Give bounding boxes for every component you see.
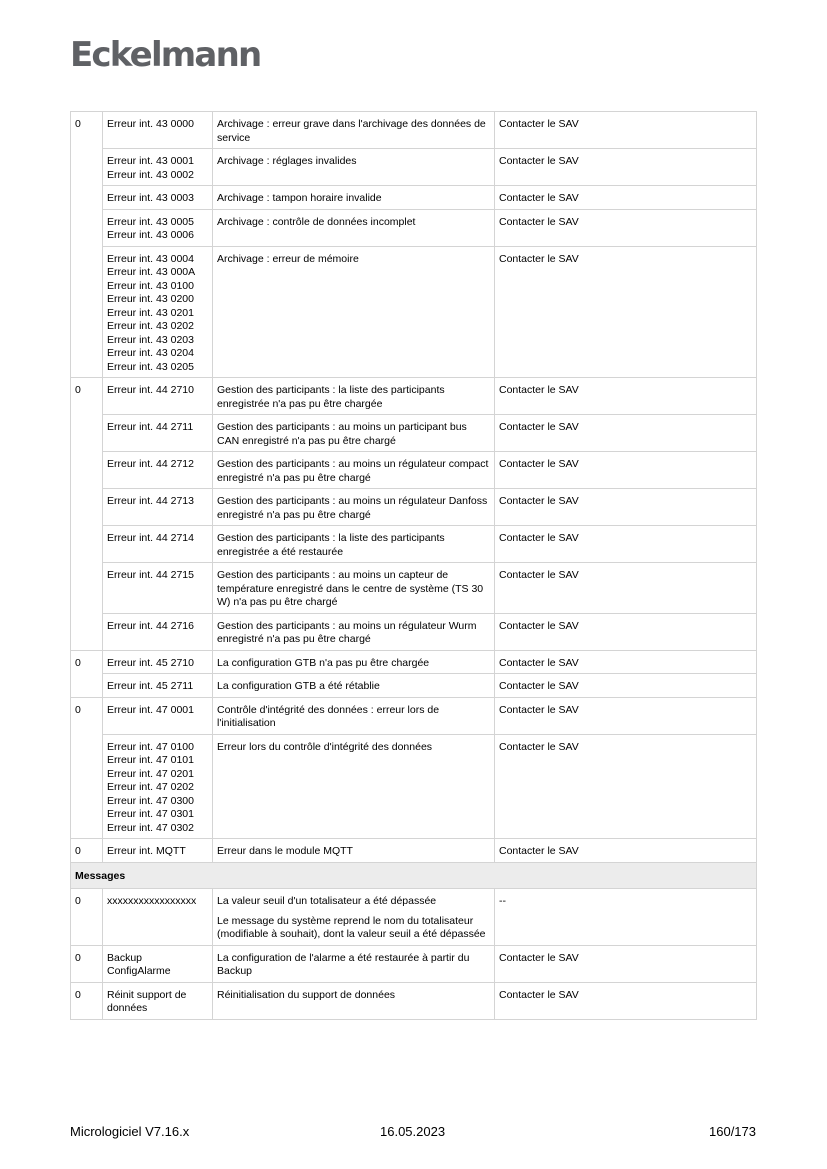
priority-cell: 0	[71, 697, 103, 734]
description-text: Gestion des participants : au moins un régulateur Danfoss enregistré n'a pas pu être chargé	[217, 495, 488, 521]
description-cell	[213, 945, 495, 982]
error-code-cell	[103, 209, 213, 246]
priority-cell	[71, 563, 103, 614]
table-row	[71, 186, 757, 210]
action-cell: --	[495, 889, 757, 946]
error-code: Erreur int. 43 0200	[107, 293, 194, 305]
description-text: Gestion des participants : au moins un régulateur Wurm enregistré n'a pas pu être chargé	[217, 619, 477, 645]
description-cell	[213, 112, 495, 149]
description-cell	[213, 415, 495, 452]
section-row-messages	[71, 862, 757, 889]
priority-cell	[71, 526, 103, 563]
description-cell	[213, 378, 495, 415]
action-cell: Contacter le SAV	[495, 674, 757, 698]
priority-cell: 0	[71, 650, 103, 674]
description-cell	[213, 563, 495, 614]
description-cell	[213, 489, 495, 526]
error-code: Erreur int. 43 0204	[107, 347, 194, 359]
error-code: Erreur int. 45 2710	[107, 656, 194, 669]
action-cell: Contacter le SAV	[495, 982, 757, 1019]
table-row	[71, 378, 757, 415]
footer-date: 16.05.2023	[380, 1124, 446, 1139]
error-code: Erreur int. 43 0003	[107, 192, 194, 204]
table-row	[71, 149, 757, 186]
footer-firmware-version: Micrologiciel V7.16.x	[70, 1124, 190, 1139]
description-text: Archivage : tampon horaire invalide	[217, 192, 382, 204]
error-code: Erreur int. 47 0001	[107, 703, 194, 716]
error-code-cell	[103, 186, 213, 210]
table-row	[71, 415, 757, 452]
error-code: Erreur int. 47 0101	[107, 754, 194, 766]
error-code: Erreur int. 43 0203	[107, 333, 194, 346]
table-row	[71, 526, 757, 563]
description-cell	[213, 209, 495, 246]
table-row	[71, 839, 757, 863]
action-cell: Contacter le SAV	[495, 415, 757, 452]
error-code: Erreur int. 44 2714	[107, 532, 194, 544]
description-text: Erreur dans le module MQTT	[217, 845, 353, 857]
action-cell: Contacter le SAV	[495, 378, 757, 415]
priority-cell: 0	[71, 839, 103, 863]
priority-cell	[71, 209, 103, 246]
table-row	[71, 246, 757, 378]
error-code-cell	[103, 613, 213, 650]
action-cell: Contacter le SAV	[495, 613, 757, 650]
priority-cell	[71, 452, 103, 489]
description-text: Archivage : erreur grave dans l'archivage des données de service	[217, 118, 486, 144]
description-text: La configuration GTB a été rétablie	[217, 680, 380, 692]
error-code-cell	[103, 839, 213, 863]
section-title: Messages	[71, 862, 757, 889]
error-code: Erreur int. 43 0001	[107, 155, 194, 167]
error-code-cell	[103, 650, 213, 674]
priority-cell	[71, 489, 103, 526]
description-cell	[213, 697, 495, 734]
error-code: Erreur int. 44 2712	[107, 458, 194, 470]
table-row	[71, 697, 757, 734]
error-code: Erreur int. 43 0002	[107, 168, 194, 181]
action-cell: Contacter le SAV	[495, 149, 757, 186]
description-text: Archivage : erreur de mémoire	[217, 252, 359, 265]
priority-cell: 0	[71, 378, 103, 415]
description-text: Erreur lors du contrôle d'intégrité des données	[217, 740, 433, 753]
table-row	[71, 982, 757, 1019]
error-code-cell	[103, 149, 213, 186]
error-code-cell	[103, 945, 213, 982]
description-text: La valeur seuil d'un totalisateur a été dépassée	[217, 895, 437, 907]
action-cell: Contacter le SAV	[495, 246, 757, 378]
description-text: Gestion des participants : la liste des participants enregistrée n'a pas pu être chargée	[217, 384, 445, 410]
table-row	[71, 734, 757, 839]
table-row	[71, 452, 757, 489]
priority-cell	[71, 246, 103, 378]
error-code: Erreur int. 47 0201	[107, 767, 194, 780]
error-code-cell	[103, 452, 213, 489]
description-text: Contrôle d'intégrité des données : erreur lors de l'initialisation	[217, 703, 440, 729]
error-code-cell	[103, 112, 213, 149]
priority-cell: 0	[71, 112, 103, 149]
description-cell	[213, 839, 495, 863]
error-code: Erreur int. MQTT	[107, 845, 186, 857]
error-code: Erreur int. 44 2716	[107, 619, 194, 632]
error-code: Erreur int. 43 0205	[107, 360, 194, 373]
description-cell	[213, 674, 495, 698]
description-text: Gestion des participants : au moins un participant bus CAN enregistré n'a pas pu être chargé	[217, 421, 467, 447]
error-code-cell	[103, 526, 213, 563]
error-code-cell	[103, 415, 213, 452]
error-code-cell	[103, 674, 213, 698]
priority-cell	[71, 186, 103, 210]
description-cell	[213, 889, 495, 946]
table-row	[71, 489, 757, 526]
table-row	[71, 209, 757, 246]
description-text: Archivage : contrôle de données incomplet	[217, 215, 416, 228]
priority-cell	[71, 674, 103, 698]
error-code: Réinit support de données	[107, 988, 187, 1014]
error-code: Erreur int. 43 0202	[107, 320, 194, 332]
action-cell: Contacter le SAV	[495, 186, 757, 210]
priority-cell	[71, 415, 103, 452]
error-code-cell	[103, 982, 213, 1019]
error-code-cell	[103, 489, 213, 526]
action-cell: Contacter le SAV	[495, 489, 757, 526]
description-text: Gestion des participants : au moins un régulateur compact enregistré n'a pas pu être chargé	[217, 458, 489, 484]
table-row	[71, 112, 757, 149]
description-text: La configuration GTB n'a pas pu être chargée	[217, 656, 430, 669]
error-code: Erreur int. 43 0000	[107, 118, 194, 130]
priority-cell	[71, 613, 103, 650]
description-cell	[213, 650, 495, 674]
table-row	[71, 674, 757, 698]
description-text: La configuration de l'alarme a été restaurée à partir du Backup	[217, 951, 470, 977]
table-row	[71, 563, 757, 614]
error-code: Erreur int. 47 0202	[107, 781, 194, 793]
priority-cell: 0	[71, 889, 103, 946]
error-code: Erreur int. 47 0300	[107, 794, 194, 807]
error-code: Erreur int. 44 2710	[107, 384, 194, 396]
description-cell	[213, 613, 495, 650]
error-rows	[71, 112, 757, 863]
error-code-cell	[103, 697, 213, 734]
error-code: Erreur int. 43 000A	[107, 266, 196, 278]
description-text: Archivage : réglages invalides	[217, 155, 357, 167]
company-logo: Eckelmann	[70, 35, 261, 75]
error-code: Backup ConfigAlarme	[107, 951, 171, 977]
error-code: Erreur int. 47 0100	[107, 740, 194, 753]
action-cell: Contacter le SAV	[495, 452, 757, 489]
error-code: Erreur int. 47 0302	[107, 821, 194, 834]
description-text: Gestion des participants : la liste des participants enregistrée a été restaurée	[217, 532, 445, 558]
description-cell	[213, 452, 495, 489]
description-cell	[213, 186, 495, 210]
table-row	[71, 613, 757, 650]
error-code: Erreur int. 44 2711	[107, 421, 194, 433]
priority-cell	[71, 149, 103, 186]
priority-cell	[71, 734, 103, 839]
error-code: Erreur int. 44 2715	[107, 569, 194, 581]
description-text: Réinitialisation du support de données	[217, 988, 396, 1001]
action-cell: Contacter le SAV	[495, 839, 757, 863]
description-cell	[213, 149, 495, 186]
table-row	[71, 945, 757, 982]
message-rows	[71, 889, 757, 1020]
error-code: Erreur int. 43 0005	[107, 215, 194, 228]
action-cell: Contacter le SAV	[495, 209, 757, 246]
action-cell: Contacter le SAV	[495, 734, 757, 839]
error-code: Erreur int. 45 2711	[107, 680, 194, 692]
error-code: xxxxxxxxxxxxxxxxx	[107, 895, 197, 907]
priority-cell: 0	[71, 982, 103, 1019]
priority-cell: 0	[71, 945, 103, 982]
error-code-cell	[103, 378, 213, 415]
error-code: Erreur int. 43 0004	[107, 252, 194, 265]
error-code: Erreur int. 43 0006	[107, 229, 194, 241]
description-text: Gestion des participants : au moins un capteur de température enregistré dans le centre de système (TS 30 W) n'a pas pu être chargé	[217, 569, 484, 608]
error-code-cell	[103, 734, 213, 839]
error-message-table	[70, 111, 757, 1020]
error-code: Erreur int. 43 0100	[107, 279, 194, 292]
error-code-cell	[103, 889, 213, 946]
table-row	[71, 650, 757, 674]
error-code-cell	[103, 563, 213, 614]
action-cell: Contacter le SAV	[495, 945, 757, 982]
action-cell: Contacter le SAV	[495, 526, 757, 563]
error-code: Erreur int. 43 0201	[107, 306, 194, 319]
description-text: Le message du système reprend le nom du totalisateur (modifiable à souhait), dont la valeur seuil a été dépassée	[217, 914, 486, 940]
footer-page-number: 160/173	[709, 1124, 756, 1139]
description-cell	[213, 526, 495, 563]
action-cell: Contacter le SAV	[495, 697, 757, 734]
description-cell	[213, 734, 495, 839]
error-code: Erreur int. 47 0301	[107, 808, 194, 820]
action-cell: Contacter le SAV	[495, 650, 757, 674]
description-cell	[213, 246, 495, 378]
action-cell: Contacter le SAV	[495, 112, 757, 149]
error-code-cell	[103, 246, 213, 378]
error-code: Erreur int. 44 2713	[107, 495, 194, 507]
action-cell: Contacter le SAV	[495, 563, 757, 614]
table-row	[71, 889, 757, 946]
description-cell	[213, 982, 495, 1019]
